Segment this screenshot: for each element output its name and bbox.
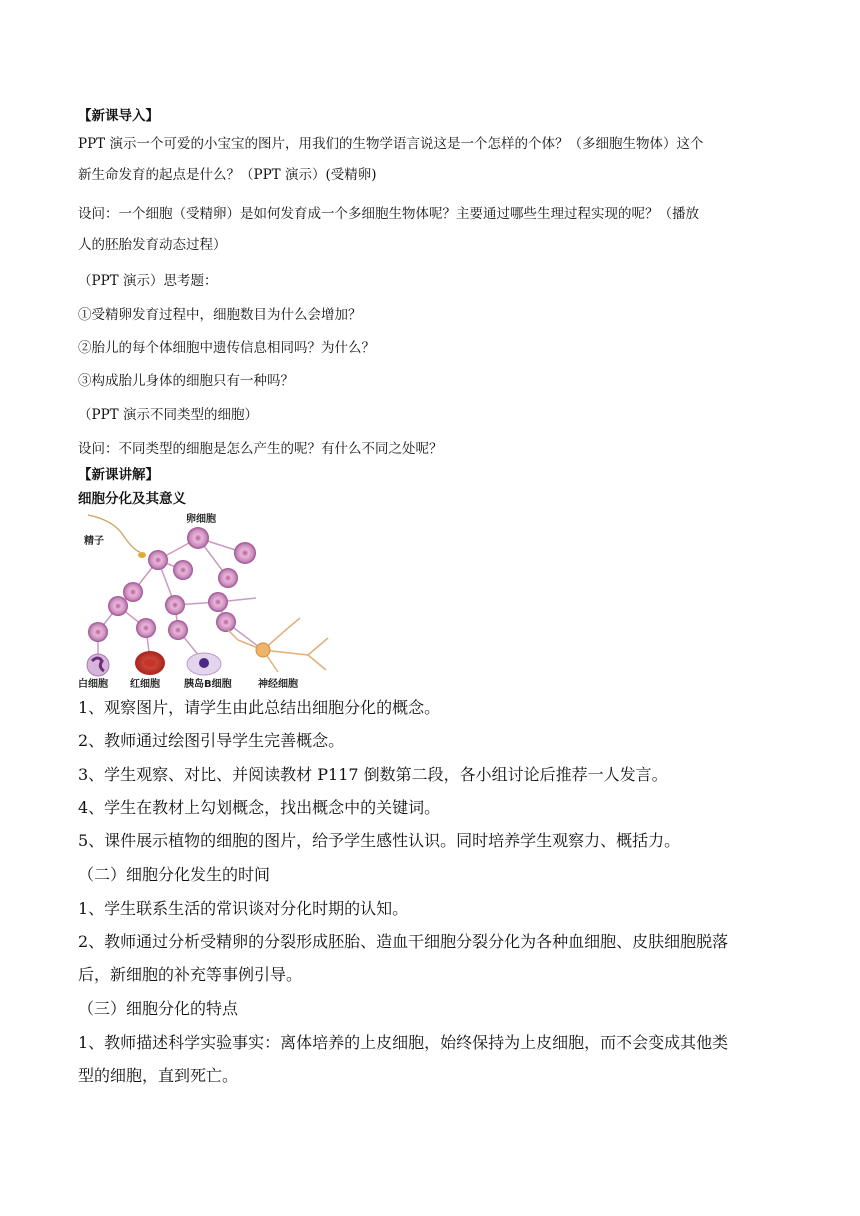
- cell-differentiation-figure: [78, 510, 338, 690]
- step-item: 4、学生在教材上勾划概念，找出概念中的关键词。: [78, 798, 441, 817]
- explain-heading: 【新课讲解】: [78, 467, 159, 483]
- figure-label-red-blood-cell: 红细胞: [130, 679, 160, 690]
- intro-paragraph-line: （PPT 演示不同类型的细胞）: [78, 407, 258, 423]
- subsection-heading: （二）细胞分化发生的时间: [78, 865, 271, 884]
- intro-paragraph-line: PPT 演示一个可爱的小宝宝的图片，用我们的生物学语言说这是一个怎样的个体？（多细胞生物体）这个: [78, 136, 704, 152]
- intro-paragraph-line: 人的胚胎发育动态过程）: [78, 237, 227, 253]
- figure-label-white-blood-cell: 白细胞: [78, 679, 108, 690]
- cell-icon: [218, 568, 238, 588]
- cell-icon: [108, 596, 128, 616]
- cell-icon: [208, 592, 228, 612]
- cell-icon: [187, 527, 209, 549]
- intro-heading: 【新课导入】: [78, 108, 159, 124]
- intro-paragraph-line: 新生命发育的起点是什么？（PPT 演示）(受精卵): [78, 167, 377, 183]
- neuron-icon: [228, 618, 328, 672]
- sperm-icon: [138, 552, 146, 558]
- cell-icon: [136, 618, 156, 638]
- step-item: 2、教师通过绘图引导学生完善概念。: [78, 731, 345, 750]
- subsection-heading: （三）细胞分化的特点: [78, 999, 239, 1018]
- cell-icon: [148, 550, 168, 570]
- step-item: 3、学生观察、对比、并阅读教材 P117 倒数第二段，各小组讨论后推荐一人发言。: [78, 765, 668, 784]
- step-item: 5、课件展示植物的细胞的图片，给予学生感性认识。同时培养学生观察力、概括力。: [78, 831, 681, 850]
- cell-icon: [165, 595, 185, 615]
- cell-icon: [123, 582, 143, 602]
- question-item: ②胎儿的每个体细胞中遗传信息相同吗？为什么？: [78, 340, 375, 356]
- cell-icon: [168, 620, 188, 640]
- question-item: ①受精卵发育过程中，细胞数目为什么会增加？: [78, 307, 362, 323]
- figure-label-neuron: 神经细胞: [258, 679, 298, 690]
- figure-label-egg: 卵细胞: [186, 514, 216, 525]
- cell-icon: [173, 560, 193, 580]
- neuron-body-icon: [256, 643, 270, 657]
- step-item: 1、观察图片，请学生由此总结出细胞分化的概念。: [78, 698, 441, 717]
- question-item: ③构成胎儿身体的细胞只有一种吗？: [78, 373, 294, 389]
- figure-label-sperm: 精子: [84, 536, 104, 547]
- rbc-center-icon: [144, 659, 156, 667]
- cell-icon: [88, 622, 108, 642]
- step-item-continued: 型的细胞，直到死亡。: [78, 1066, 239, 1085]
- step-item: 1、教师描述科学实验事实：离体培养的上皮细胞，始终保持为上皮细胞，而不会变成其他类: [78, 1033, 729, 1052]
- nucleus-icon: [199, 658, 209, 668]
- step-item: 1、学生联系生活的常识谈对分化时期的认知。: [78, 899, 409, 918]
- cell-icon: [216, 612, 236, 632]
- cell-icon: [234, 542, 256, 564]
- step-item: 2、教师通过分析受精卵的分裂形成胚胎、造血干细胞分裂分化为各种血细胞、皮肤细胞脱落: [78, 932, 729, 951]
- figure-label-islet-b-cell: 胰岛B细胞: [184, 679, 232, 690]
- topic-heading: 细胞分化及其意义: [78, 491, 186, 507]
- step-item-continued: 后，新细胞的补充等事例引导。: [78, 965, 303, 984]
- intro-paragraph-line: 设问：一个细胞（受精卵）是如何发育成一个多细胞生物体呢？主要通过哪些生理过程实现的呢？（播放: [78, 206, 699, 222]
- intro-paragraph-line: 设问：不同类型的细胞是怎么产生的呢？有什么不同之处呢？: [78, 441, 443, 457]
- intro-paragraph-line: （PPT 演示）思考题：: [78, 273, 218, 289]
- cell-differentiation-diagram: [78, 510, 338, 690]
